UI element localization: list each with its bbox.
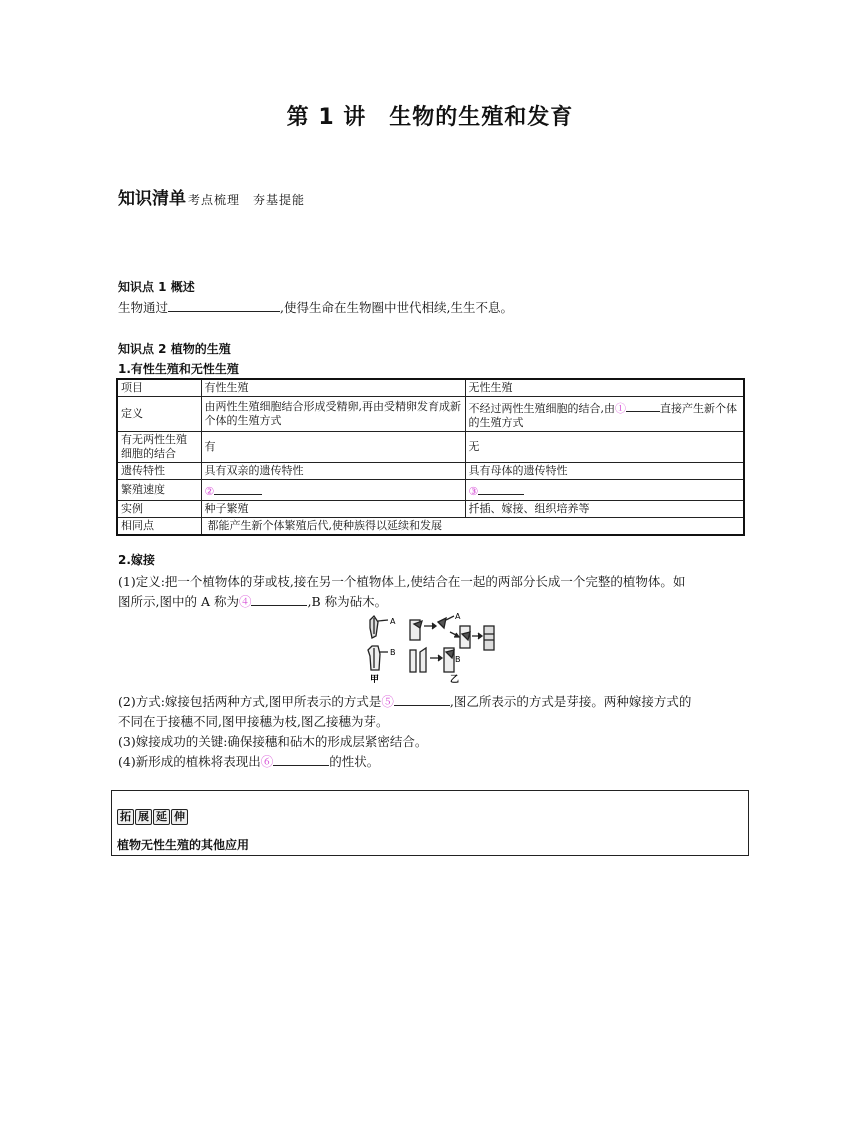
grafting-heading: 2.嫁接 [118, 553, 155, 567]
section-header [118, 184, 305, 209]
table-row [117, 501, 744, 518]
blank-marker: ② [204, 485, 215, 498]
grafting-p2-line1: (2)方式:嫁接包括两种方式,图甲所表示的方式是⑤ ,图乙所表示的方式是芽接。两种嫁接方式的 [118, 694, 692, 709]
cell: 扦插、嫁接、组织培养等 [465, 501, 744, 518]
cell: 有 [201, 432, 465, 463]
cell: 由两性生殖细胞结合形成受精卵,再由受精卵发育成新个体的生殖方式 [201, 397, 465, 432]
fill-blank[interactable] [168, 298, 280, 312]
table-row [117, 397, 744, 432]
label-a: A [390, 617, 396, 626]
blank-marker: ⑥ [260, 754, 274, 769]
grafting-p2-line2: 不同在于接穗不同,图甲接穗为枝,图乙接穗为芽。 [118, 714, 389, 729]
section-title: 知识清单 [118, 189, 186, 209]
cell: 都能产生新个体繁殖后代,使种族得以延续和发展 [201, 518, 744, 536]
kp2-heading: 知识点 2 植物的生殖 [118, 342, 231, 356]
kp1-text: 生物通过 ,使得生命在生物圈中世代相续,生生不息。 [118, 300, 513, 315]
caption-jia: 甲 [370, 675, 380, 684]
blank-marker: ④ [238, 594, 252, 609]
grafting-p4: (4)新形成的植株将表现出⑥ 的性状。 [118, 754, 380, 769]
grafting-p1-line1: (1)定义:把一个植物体的芽或枝,接在另一个植物体上,使结合在一起的两部分长成一个完整的植物体。如 [118, 574, 686, 589]
extension-badge [117, 805, 189, 825]
table-header: 项目 [117, 379, 201, 397]
kp2-subheading: 1.有性生殖和无性生殖 [118, 362, 239, 376]
table-header: 有性生殖 [201, 379, 465, 397]
table-row [117, 432, 744, 463]
blank-marker: ⑤ [381, 694, 394, 709]
table-header: 无性生殖 [465, 379, 744, 397]
fill-blank[interactable] [478, 481, 524, 495]
row-label: 定义 [117, 397, 201, 432]
blank-marker: ③ [468, 485, 479, 498]
row-label: 相同点 [117, 518, 201, 536]
table-row [117, 518, 744, 536]
caption-yi: 乙 [450, 675, 460, 684]
cell: 具有双亲的遗传特性 [201, 463, 465, 480]
label-b: B [390, 648, 396, 657]
row-label: 繁殖速度 [117, 480, 201, 501]
cell [201, 480, 465, 501]
badge-char: 伸 [171, 809, 188, 825]
table-row [117, 480, 744, 501]
table-header-row [117, 379, 744, 397]
fill-blank[interactable] [394, 692, 450, 706]
kp1-heading: 知识点 1 概述 [118, 280, 195, 294]
cell: 无 [465, 432, 744, 463]
badge-char: 延 [153, 809, 170, 825]
blank-marker: ① [615, 402, 626, 415]
page-title: 第 1 讲 生物的生殖和发育 [286, 105, 574, 130]
fill-blank[interactable] [273, 752, 329, 766]
label-a: A [455, 612, 461, 621]
table-row [117, 463, 744, 480]
badge-char: 拓 [117, 809, 134, 825]
cell [465, 480, 744, 501]
extension-text: 植物无性生殖的其他应用 [117, 838, 250, 852]
fill-blank[interactable] [214, 481, 262, 495]
row-label: 实例 [117, 501, 201, 518]
grafting-p1-line2: 图所示,图中的 A 称为④ ,B 称为砧木。 [118, 594, 388, 609]
cell: 不经过两性生殖细胞的结合,由① 直接产生新个体的生殖方式 [465, 397, 744, 432]
grafting-figure [360, 612, 506, 684]
label-b: B [455, 655, 461, 664]
cell: 种子繁殖 [201, 501, 465, 518]
extension-box [111, 790, 749, 856]
row-label: 遗传特性 [117, 463, 201, 480]
section-subtitle: 考点梳理 夯基提能 [188, 193, 306, 207]
row-label: 有无两性生殖细胞的结合 [117, 432, 201, 463]
badge-char: 展 [135, 809, 152, 825]
grafting-p3: (3)嫁接成功的关键:确保接穗和砧木的形成层紧密结合。 [118, 734, 428, 749]
comparison-table [116, 378, 745, 536]
cell: 具有母体的遗传特性 [465, 463, 744, 480]
fill-blank[interactable] [251, 592, 307, 606]
fill-blank[interactable] [626, 398, 660, 412]
